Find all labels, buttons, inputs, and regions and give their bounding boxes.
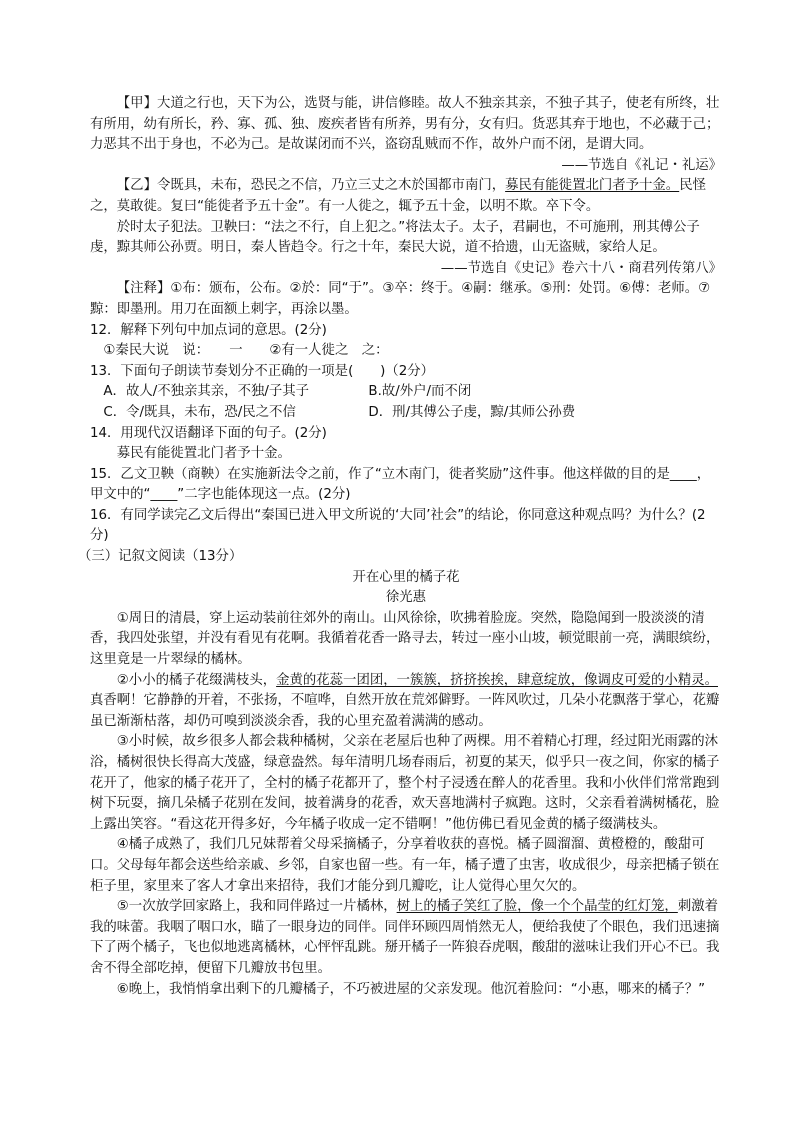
yi-source: ——节选自《史记》卷六十八・商君列传第八》 (440, 260, 722, 276)
jia-source: ——节选自《礼记・礼运》 (561, 157, 722, 173)
p2-text-after: 真香啊！它静静的开着，不张扬，不喧哗，自然开放在荒郊僻野。一阵风吹过，几朵小花飘落于掌心，花瓣虽已渐渐枯落，却仍可嗅到淡淡余香，我的心里充盈着满满的感动。 (90, 693, 720, 729)
option-d: D．刑/其傅公子虔，黥/其师公孙费 (368, 404, 576, 420)
jia-label: 【甲】 (116, 96, 157, 111)
p2-text: ②小小的橘子花缀满枝头， (116, 672, 277, 688)
option-b: B.故/外户/而不闭 (368, 384, 472, 400)
article-paragraph-5 (90, 897, 722, 979)
article-paragraph-3: ③小时候，故乡很多人都会栽种橘树，父亲在老屋后也种了两棵。用不着精心打理，经过阳光雨露的沐浴，橘树很快长得高大茂盛，绿意盎然。每年清明几场春雨后，初夏的某天，似乎只一夜之间，你家的橘子花开了，他家的橘子花开了，全村的橘子花都开了，整个村子浸透在醉人的花香里。我和小伙伴们常常跑到树下玩耍，摘几朵橘子花别在发间，披着满身的花香，欢天喜地满村子疯跑。这时，父亲看着满树橘花，脸上露出笑容。“看这花开得多好，今年橘子收成一定不错啊！”他仿佛已看见金黄的橘子缀满枝头。 (90, 734, 720, 832)
option-a: A．故人/不独亲其亲，不独/子其子 (103, 384, 310, 400)
article-paragraph-4: ④橘子成熟了，我们几兄妹帮着父母采摘橘子，分享着收获的喜悦。橘子圆溜溜、黄橙橙的，酸甜可口。父母每年都会送些给亲戚、乡邻，自家也留一些。有一年，橘子遭了虫害，收成很少，母亲把橘子锁在柜子里，家里来了客人才拿出来招待，我们才能分到几瓣吃，让人觉得心里欠欠的。 (90, 837, 720, 894)
yi-p1-text-after: 民怪之，莫敢徙。复曰“能徙者予五十金”。有一人徙之，辄予五十金，以明不欺。卒下令。 (90, 178, 706, 214)
article-paragraph-2 (90, 671, 722, 733)
option-c: C．令/既具，未布，恐/民之不信 (103, 404, 296, 420)
jia-text: 大道之行也，天下为公，选贤与能，讲信修睦。故人不独亲其亲，不独子其子，使老有所终，壮有所用，幼有所长，矜、寡、孤、独、废疾者皆有所养，男有分，女有归。货恶其弃于地也，不必藏于己；力恶其不出于身也，不必为己。是故谋闭而不兴，盗窃乱贼而不作，故外户而不闭，是谓大同。 (90, 96, 720, 153)
p5-text-after: 刺激着我的味蕾。我咽了咽口水，瞄了一眼身边的同伴。同伴环顾四周悄然无人，便给我使了个眼色，我们迅速摘下了两个橘子，飞也似地逃离橘林，心怦怦乱跳。掰开橘子一阵狼吞虎咽，酸甜的滋味让我们开心不已。我舍不得全部吃掉，便留下几瓣放书包里。 (90, 899, 720, 976)
section-3-heading: （三）记叙文阅读（13分） (78, 549, 243, 565)
yi-p1-text: 令既具，未布，恐民之不信，乃立三丈之木於国都市南门， (156, 178, 506, 194)
exam-page (78, 94, 722, 1000)
yi-passage-p2: 於时太子犯法。卫鞅曰：“法之不行，自上犯之。”将法太子。太子，君嗣也，不可施刑，刑其傅公子虔，黥其师公孙贾。明日，秦人皆趋令。行之十年，秦民大说，道不拾遗，山无盗贼，家给人足。 (90, 219, 700, 256)
question-14-sentence: 募民有能徙置北门者予十金。 (116, 446, 291, 462)
question-12: 12．解释下列句中加点词的意思。(2分) (90, 322, 327, 338)
article-author: 徐光惠 (385, 590, 427, 606)
jia-passage (90, 94, 722, 156)
p5-text: ⑤一次放学回家路上，我和同伴路过一片橘林， (116, 899, 397, 915)
question-16: 16．有同学读完乙文后得出“秦国已进入甲文所说的‘大同’社会”的结论，你同意这种观点吗？为什么？(2分) (90, 507, 706, 544)
question-13: 13．下面句子朗读节奏划分不正确的一项是( )（2分） (90, 363, 434, 379)
article-title: 开在心里的橘子花 (352, 569, 460, 585)
article-paragraph-6: ⑥晚上，我悄悄拿出剩下的几瓣橘子，不巧被进屋的父亲发现。他沉着脸问：“小惠，哪来的橘子？” (116, 981, 706, 997)
question-14: 14．用现代汉语翻译下面的句子。(2分) (90, 425, 327, 441)
yi-passage-p1 (90, 176, 722, 217)
question-15: 15．乙文卫鞅（商鞅）在实施新法令之前，作了“立木南门，徙者奖励”这件事。他这样做的目的是____，甲文中的“____”二字也能体现这一点。(2分) (90, 466, 711, 503)
p5-underlined: 树上的橘子笑红了脸，像一个个晶莹的红灯笼， (396, 899, 678, 915)
question-13-options-ab (90, 382, 722, 403)
article-paragraph-1: ①周日的清晨，穿上运动装前往郊外的南山。山风徐徐，吹拂着脸庞。突然，隐隐闻到一股淡淡的清香，我四处张望，并没有看见有花啊。我循着花香一路寻去，转过一座小山坡，顿觉眼前一亮，满眼缤纷，这里竟是一片翠绿的橘林。 (90, 610, 720, 668)
notes: 【注释】①布：颁布，公布。②於：同“于”。③卒：终于。④嗣：继承。⑤刑：处罚。⑥傅：老师。⑦黥：即墨刑。用刀在面额上刺字，再涂以墨。 (90, 281, 711, 317)
p2-underlined: 金黄的花蕊一团团，一簇簇，挤挤挨挨，肆意绽放，像调皮可爱的小精灵。 (276, 672, 718, 688)
yi-p1-underlined: 募民有能徙置北门者予十金。 (505, 178, 680, 194)
yi-label: 【乙】 (116, 178, 157, 194)
question-12-items: ①秦民大说 说： 一 ②有一人徙之 之： (103, 343, 389, 359)
question-13-options-cd (90, 403, 722, 424)
